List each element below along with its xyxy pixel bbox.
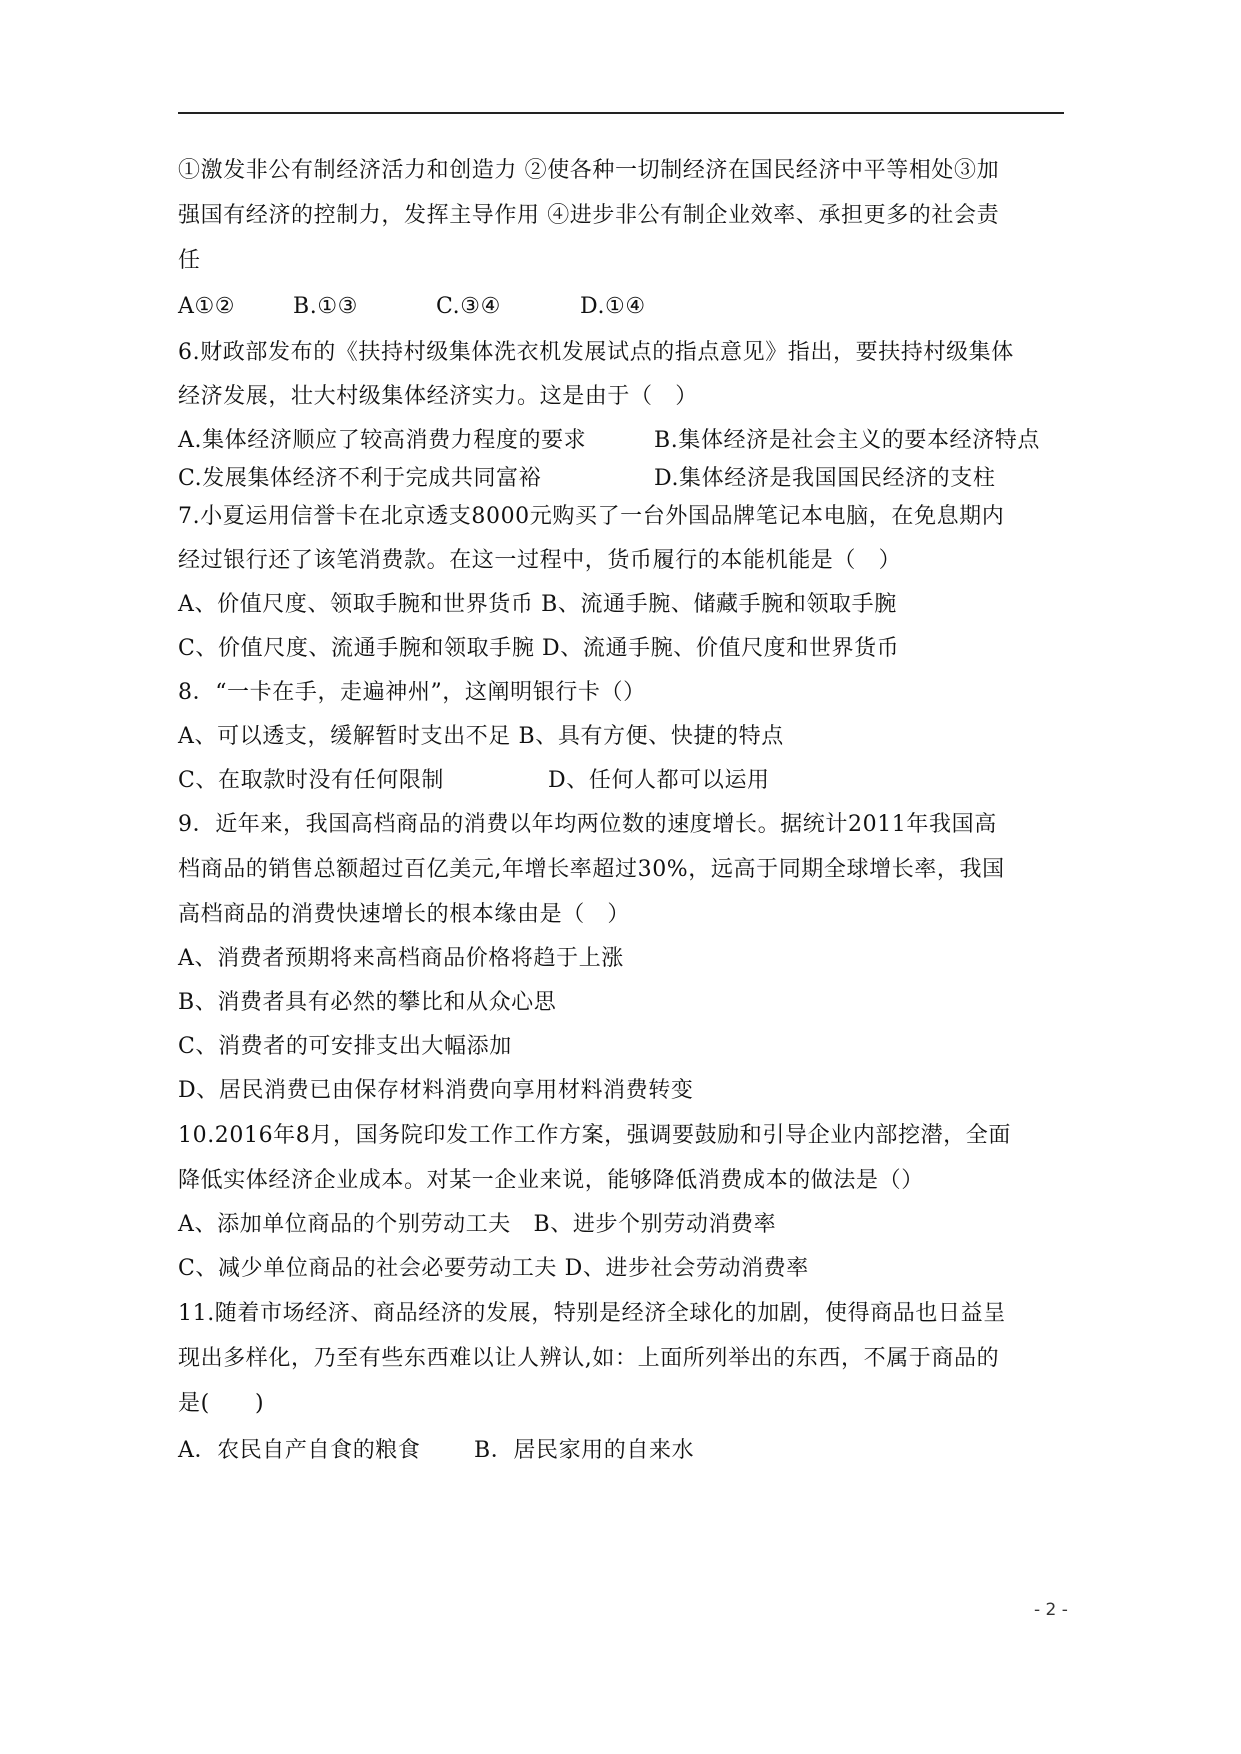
q9-line-3: 高档商品的消费快速增长的根本缘由是（ ） bbox=[178, 902, 631, 927]
q11-line-2: 现出多样化，乃至有些东西难以让人辨认,如：上面所列举出的东西，不属于商品的 bbox=[178, 1346, 1000, 1371]
q8-option-d: D、任何人都可以运用 bbox=[548, 768, 770, 793]
q10-option-cd: C、减少单位商品的社会必要劳动工夫 D、进步社会劳动消费率 bbox=[178, 1256, 809, 1281]
q9-option-c: C、消费者的可安排支出大幅添加 bbox=[178, 1034, 512, 1059]
q9-option-b: B、消费者具有必然的攀比和从众心思 bbox=[178, 990, 557, 1015]
q6-option-d: D.集体经济是我国国民经济的支柱 bbox=[654, 466, 996, 491]
q5-line-2: 强国有经济的控制力，发挥主导作用 ④进步非公有制企业效率、承担更多的社会责 bbox=[178, 203, 1000, 228]
q8-line-1: 8．“一卡在手，走遍神州”，这阐明银行卡（） bbox=[178, 680, 646, 705]
q9-option-a: A、消费者预期将来高档商品价格将趋于上涨 bbox=[178, 946, 624, 971]
q7-option-ab: A、价值尺度、领取手腕和世界货币 B、流通手腕、储藏手腕和领取手腕 bbox=[178, 592, 897, 617]
q11-option-a: A．农民自产自食的粮食 bbox=[178, 1438, 421, 1463]
q11-option-b: B．居民家用的自来水 bbox=[474, 1438, 695, 1463]
q9-line-1: 9．近年来，我国高档商品的消费以年均两位数的速度增长。据统计2011年我国高 bbox=[178, 812, 997, 837]
q6-option-b: B.集体经济是社会主义的要本经济特点 bbox=[654, 428, 1040, 453]
q5-line-3: 任 bbox=[178, 248, 201, 273]
q5-line-1: ①激发非公有制经济活力和创造力 ②使各种一切制经济在国民经济中平等相处③加 bbox=[178, 158, 1000, 183]
q11-line-1: 11.随着市场经济、商品经济的发展，特别是经济全球化的加剧，使得商品也日益呈 bbox=[178, 1301, 1006, 1326]
q6-option-a: A.集体经济顺应了较高消费力程度的要求 bbox=[178, 428, 587, 453]
q10-line-1: 10.2016年8月，国务院印发工作工作方案，强调要鼓励和引导企业内部挖潜，全面 bbox=[178, 1123, 1011, 1148]
page-number: - 2 - bbox=[1034, 1600, 1068, 1620]
q7-line-1: 7.小夏运用信誉卡在北京透支8000元购买了一台外国品牌笔记本电脑，在免息期内 bbox=[178, 504, 1005, 529]
q9-option-d: D、居民消费已由保存材料消费向享用材料消费转变 bbox=[178, 1078, 694, 1103]
q9-line-2: 档商品的销售总额超过百亿美元,年增长率超过30%，远高于同期全球增长率，我国 bbox=[178, 857, 1005, 882]
q8-option-c: C、在取款时没有任何限制 bbox=[178, 768, 445, 793]
q5-option-b: B.①③ bbox=[293, 294, 359, 319]
q11-line-3: 是( ) bbox=[178, 1391, 265, 1416]
header-rule bbox=[178, 112, 1064, 114]
q7-line-2: 经过银行还了该笔消费款。在这一过程中，货币履行的本能机能是（ ） bbox=[178, 548, 902, 573]
q5-option-a: A①② bbox=[178, 294, 236, 319]
q7-option-cd: C、价值尺度、流通手腕和领取手腕 D、流通手腕、价值尺度和世界货币 bbox=[178, 636, 900, 661]
q6-option-c: C.发展集体经济不利于完成共同富裕 bbox=[178, 466, 542, 491]
q6-line-2: 经济发展，壮大村级集体经济实力。这是由于（ ） bbox=[178, 384, 698, 409]
q10-line-2: 降低实体经济企业成本。对某一企业来说，能够降低消费成本的做法是（） bbox=[178, 1168, 924, 1193]
q6-line-1: 6.财政部发布的《扶持村级集体洗衣机发展试点的指点意见》指出，要扶持村级集体 bbox=[178, 340, 1014, 365]
q8-option-ab: A、可以透支，缓解暂时支出不足 B、具有方便、快捷的特点 bbox=[178, 724, 784, 749]
q10-option-ab: A、添加单位商品的个别劳动工夫 B、进步个别劳动消费率 bbox=[178, 1212, 777, 1237]
q5-option-c: C.③④ bbox=[436, 294, 501, 319]
q5-option-d: D.①④ bbox=[580, 294, 646, 319]
